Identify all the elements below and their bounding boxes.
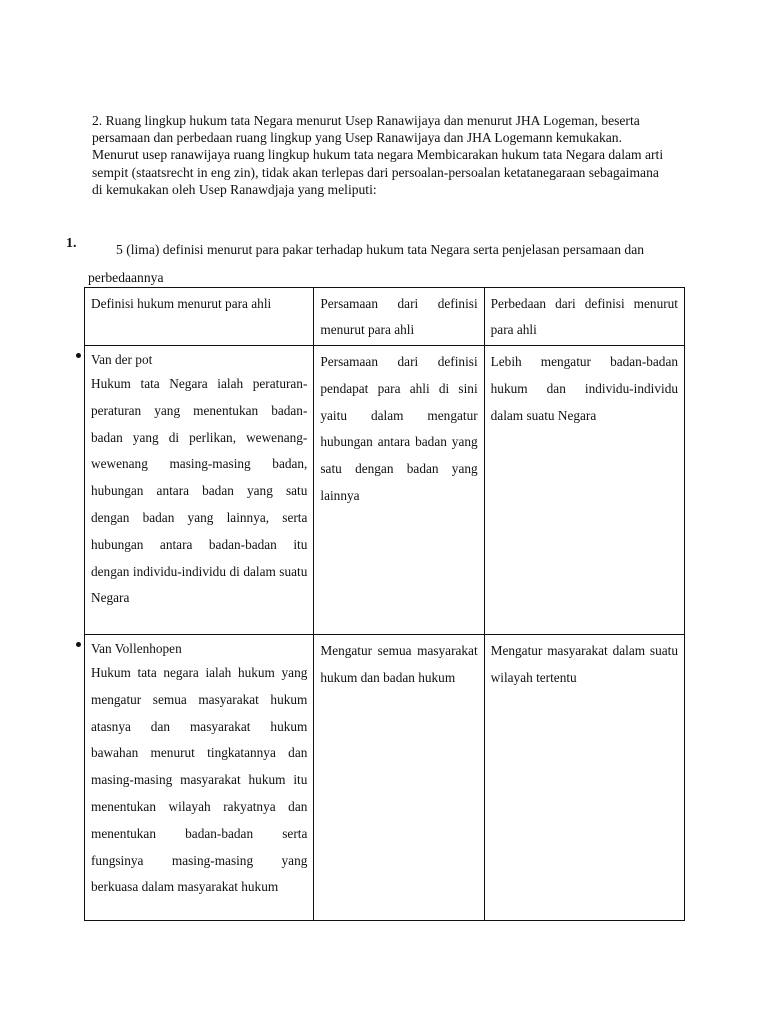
definition-cell	[85, 635, 314, 921]
difference-cell	[484, 635, 684, 921]
table-header-row	[85, 288, 685, 346]
definition-cell	[85, 346, 314, 635]
table-row	[85, 346, 685, 635]
bullet-icon	[76, 642, 81, 647]
similarity-text: Persamaan dari definisi pendapat para ahli di sini yaitu dalam mengatur hubungan antara badan yang satu dengan badan yang lainnya	[320, 354, 478, 503]
bullet-icon	[76, 353, 81, 358]
table-row	[85, 635, 685, 921]
expert-name: Van Vollenhopen	[91, 641, 182, 656]
expert-name: Van der pot	[91, 352, 153, 367]
definitions-table	[84, 287, 685, 921]
header-definition: Definisi hukum menurut para ahli	[85, 288, 314, 346]
difference-text: Mengatur masyarakat dalam suatu wilayah tertentu	[490, 643, 678, 685]
similarity-cell	[314, 346, 484, 635]
definition-text: Hukum tata Negara ialah peraturan-peraturan yang menentukan badan-badan yang di perlikan, wewenang-wewenang masing-masing badan, hubungan antara badan yang satu dengan badan yang lainnya, serta hubungan antara badan-badan itu dengan individu-individu di dalam suatu Negara	[91, 376, 308, 606]
difference-text: Lebih mengatur badan-badan hukum dan individu-individu dalam suatu Negara	[490, 354, 678, 423]
list-item-text: 5 (lima) definisi menurut para pakar terhadap hukum tata Negara serta penjelasan persamaan dan perbedaannya	[88, 242, 645, 285]
similarity-cell	[314, 635, 484, 921]
similarity-text: Mengatur semua masyarakat hukum dan badan hukum	[320, 643, 478, 685]
header-similarity: Persamaan dari definisi menurut para ahli	[314, 288, 484, 346]
difference-cell	[484, 346, 684, 635]
list-item-number: 1.	[66, 236, 77, 251]
intro-paragraph: 2. Ruang lingkup hukum tata Negara menurut Usep Ranawijaya dan menurut JHA Logeman, beserta persamaan dan perbedaan ruang lingkup yang Usep Ranawijaya dan JHA Logemann kemukakan. Menurut usep ranawijaya ruang lingkup hukum tata negara Membicarakan hukum tata Negara dalam arti sempit (staatsrecht in eng zin), tidak akan terlepas dari persoalan-persoalan ketatanegaraan sebagaimana di kemukakan oleh Usep Ranawdjaja yang meliputi:	[92, 113, 664, 197]
definition-text: Hukum tata negara ialah hukum yang mengatur semua masyarakat hukum atasnya dan masyarakat hukum bawahan menurut tingkatannya dan masing-masing masyarakat hukum itu menentukan wilayah rakyatnya dan menentukan badan-badan serta fungsinya masing-masing yang berkuasa dalam masyarakat hukum	[91, 665, 308, 895]
header-difference: Perbedaan dari definisi menurut para ahli	[484, 288, 684, 346]
